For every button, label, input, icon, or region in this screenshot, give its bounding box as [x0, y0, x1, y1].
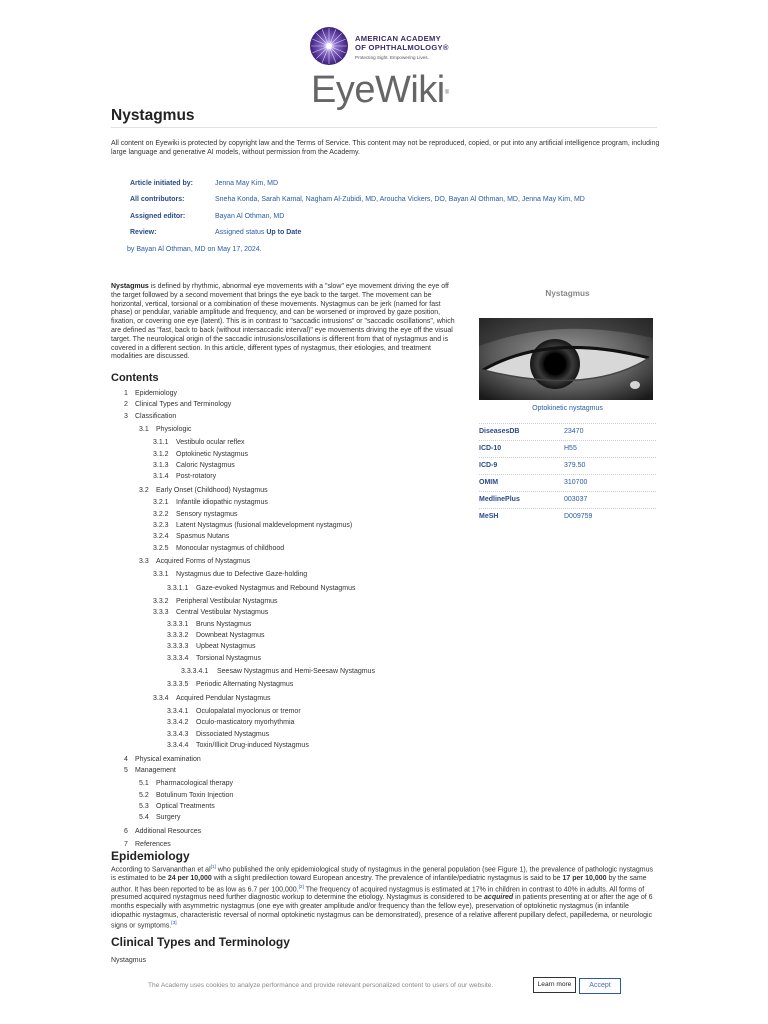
toc-item[interactable] [153, 462, 235, 469]
toc-label: Acquired Pendular Nystagmus [176, 694, 271, 702]
toc-label: Early Onset (Childhood) Nystagmus [156, 486, 268, 494]
toc-item[interactable] [167, 731, 269, 738]
toc-label: Additional Resources [135, 827, 202, 835]
toc-label: Upbeat Nystagmus [196, 643, 256, 651]
site-name: EyeWiki [311, 69, 445, 111]
toc-label: Physical examination [135, 755, 201, 763]
intro-term: Nystagmus [111, 283, 149, 290]
intro-text: is defined by rhythmic, abnormal eye movements with a "slow" eye movement driving the eye off the target followed by a second movement that brings the eye back to the target. The movement can be horizontal, vertical, torsional or a combination of these movements. Nystagmus can be jerk (named for fast phase) or pendular, variable amplitude and frequency, and can be worsened or improved by gaze position, fixation, or covering one eye (latent). This is in contrast to "saccadic intrusions" or "saccadic oscillations", which are defined as "fast, back to back (without intersaccadic interval)" eye movements driving the eye off the visual target. The neurological origin of the saccadic intrusions/oscillations is different from that of nystagmus and is covered in a different section. In this article, different types of nystagmus, their etiologies, and treatment modalities are discussed. [111, 283, 455, 361]
site-mark: ® [444, 90, 449, 96]
infobox-value[interactable]: D009759 [564, 513, 593, 520]
toc-label: Bruns Nystagmus [196, 620, 252, 628]
toc-number: 3.3.3.3 [167, 643, 189, 651]
toc-number: 3.2.4 [153, 533, 169, 541]
toc-item[interactable] [139, 780, 233, 787]
infobox-row [479, 491, 656, 509]
toc-item[interactable] [124, 401, 231, 408]
toc-label: Oculopalatal myoclonus or tremor [196, 708, 301, 716]
info-row-contributors [130, 196, 660, 206]
toc-item[interactable] [167, 655, 261, 662]
citation-link[interactable]: [2] [298, 884, 304, 890]
toc-label: Oculo-masticatory myorhythmia [196, 719, 295, 727]
aao-name-line1: AMERICAN ACADEMY [355, 34, 441, 43]
toc-label: Dissociated Nystagmus [196, 730, 270, 738]
review-label: Review: [130, 229, 157, 236]
toc-number: 3.3.3.1 [167, 620, 189, 628]
toc-label: Seesaw Nystagmus and Hemi-Seesaw Nystagmus [217, 668, 375, 676]
toc-item[interactable] [139, 487, 268, 494]
epi-bold: 17 per 10,000 [562, 874, 607, 882]
citation-link[interactable]: [3] [171, 921, 177, 927]
clinical-types-text: Nystagmus [111, 957, 147, 964]
toc-item[interactable] [124, 413, 176, 420]
toc-number: 3.2 [139, 486, 149, 494]
toc-number: 4 [124, 755, 128, 763]
toc-label: Sensory nystagmus [176, 510, 238, 518]
toc-label: Spasmus Nutans [176, 533, 230, 541]
toc-number: 3.2.3 [153, 521, 169, 529]
toc-label: Infantile idiopathic nystagmus [176, 499, 268, 507]
epi-text: by the same author. It has been reported to be as low as 6.7 per 100,000. [111, 874, 647, 893]
editor-link[interactable]: Bayan Al Othman, MD [215, 213, 285, 220]
intro-paragraph [111, 283, 460, 362]
toc-label: Latent Nystagmus (fusional maldevelopment nystagmus) [176, 521, 353, 529]
toc-item[interactable] [153, 499, 268, 506]
aao-name-line2: OF OPHTHALMOLOGY® [355, 43, 449, 52]
toc-item[interactable] [167, 585, 356, 592]
editor-label: Assigned editor: [130, 213, 186, 220]
toc-label: Torsional Nystagmus [196, 654, 261, 662]
toc-number: 5.1 [139, 780, 149, 788]
citation-link[interactable]: [1] [210, 865, 216, 870]
toc-number: 3.3.2 [153, 597, 169, 605]
toc-number: 3.3.4.4 [167, 742, 189, 750]
review-status-value: Up to Date [266, 229, 302, 236]
toc-number: 3.3.1 [153, 571, 169, 579]
toc-number: 3.2.5 [153, 544, 169, 552]
toc-number: 3.3.4.1 [167, 708, 189, 716]
aao-logo[interactable] [309, 26, 469, 66]
infobox-title: Nystagmus [545, 289, 590, 298]
toc-number: 3.3.3.2 [167, 632, 189, 639]
epi-bold: acquired [484, 894, 514, 902]
toc-number: 6 [124, 827, 128, 835]
toc-label: Epidemiology [135, 390, 178, 397]
toc-item[interactable] [167, 643, 256, 650]
toc-label: Central Vestibular Nystagmus [176, 609, 269, 617]
toc-label: Surgery [156, 814, 181, 822]
infobox-value[interactable]: 003037 [564, 496, 588, 503]
toc-label: Toxin/Illicit Drug-induced Nystagmus [196, 742, 309, 750]
infobox-key[interactable]: DiseasesDB [479, 428, 520, 435]
toc-item[interactable] [124, 828, 201, 835]
toc-item[interactable] [153, 451, 248, 458]
infobox-row [479, 457, 656, 475]
infobox-key[interactable]: ICD-9 [479, 462, 498, 469]
toc-label: Monocular nystagmus of childhood [176, 544, 285, 552]
toc-number: 5 [124, 766, 128, 774]
epi-bold: 24 per 10,000 [167, 874, 212, 882]
toc-label: Acquired Forms of Nystagmus [156, 557, 251, 565]
info-row-initiated [130, 180, 660, 190]
epidemiology-heading: Epidemiology [111, 849, 190, 863]
contributors-label: All contributors: [130, 196, 185, 203]
infobox-key[interactable]: ICD-10 [479, 445, 502, 452]
toc-item[interactable] [139, 426, 191, 433]
infobox-row [479, 440, 656, 458]
toc-item[interactable] [167, 719, 294, 726]
toc-number: 7 [124, 840, 128, 848]
toc-number: 3.2.1 [153, 499, 169, 507]
toc-label: Management [135, 766, 176, 774]
eye-image[interactable] [479, 318, 653, 400]
toc-label: Nystagmus due to Defective Gaze-holding [176, 571, 308, 579]
toc-number: 3.3.3.5 [167, 681, 189, 689]
toc-label: Vestibulo ocular reflex [176, 439, 245, 447]
toc-number: 5.4 [139, 814, 149, 822]
toc-label: Optical Treatments [156, 802, 215, 810]
initiated-author-link[interactable]: Jenna May Kim, MD [215, 180, 279, 187]
copyright-notice: All content on Eyewiki is protected by copyright law and the Terms of Service. This content may not be reproduced, copied, or put into any artificial intelligence program, including large language and generative AI models, without permission from the Academy. [111, 140, 660, 156]
accept-button[interactable]: Accept [579, 978, 621, 994]
contents-heading: Contents [111, 372, 159, 384]
toc-number: 3.3.3.4.1 [181, 668, 209, 676]
toc-number: 3.3.4.3 [167, 730, 189, 738]
toc-item[interactable] [167, 742, 309, 749]
infobox-row [479, 474, 656, 492]
infobox-value[interactable]: H55 [564, 445, 577, 452]
toc-number: 3.3.1.1 [167, 584, 189, 592]
review-status[interactable] [215, 229, 301, 236]
toc-item[interactable] [153, 511, 237, 518]
toc-label: Peripheral Vestibular Nystagmus [176, 597, 278, 605]
review-byline[interactable]: by Bayan Al Othman, MD on May 17, 2024. [127, 246, 262, 253]
aao-tagline: Protecting Sight. Empowering Lives. [355, 55, 429, 60]
infobox-value[interactable]: 310700 [564, 479, 588, 486]
infobox-caption[interactable]: Optokinetic nystagmus [532, 405, 603, 412]
toc-number: 3.3.4 [153, 694, 169, 702]
page-title: Nystagmus [111, 107, 195, 124]
cookie-text: The Academy uses cookies to analyze performance and provide relevant personalized content to users of our website. [148, 982, 494, 989]
toc-number: 3 [124, 412, 128, 420]
epi-text: who published the only epidemiological study of nystagmus in the general population (see Figure 1), the prevalence of pathologic nystagmus is estimated to be [111, 866, 653, 882]
toc-item[interactable] [139, 803, 215, 810]
toc-item[interactable] [153, 695, 271, 702]
toc-label: Physiologic [156, 426, 192, 434]
toc-label: References [135, 840, 171, 848]
toc-item[interactable] [181, 668, 375, 675]
initiated-label: Article initiated by: [130, 180, 194, 187]
toc-label: Periodic Alternating Nystagmus [196, 681, 294, 689]
infobox-row [479, 423, 656, 441]
toc-number: 3.3.4.2 [167, 719, 189, 727]
toc-item[interactable] [167, 632, 264, 639]
toc-number: 3.1.2 [153, 450, 169, 458]
toc-number: 3.1.4 [153, 473, 169, 481]
aao-name [355, 34, 449, 52]
infobox-row [479, 508, 656, 526]
toc-item[interactable] [139, 814, 181, 821]
aao-starburst-icon [309, 26, 349, 66]
toc-label: Botulinum Toxin Injection [156, 791, 234, 799]
toc-item[interactable] [153, 522, 352, 529]
info-row-review [130, 229, 660, 239]
epi-text: in patients presenting at or after the age of 6 months especially with asymmetric nystagmus (one eye with greater amplitude and/or frequency than the fellow eye), preservation of optokinetic nystagmus (in infantile idiopathic nystagmus, characteristic reversal of normal optokinetic nystagmus can be demonstrated), presence of a relative afferent pupillary defect, papilledema, or neurologic signs or symptoms. [111, 894, 653, 930]
toc-item[interactable] [167, 621, 251, 628]
epi-text: According to Sarvananthan et al [111, 866, 211, 874]
toc-number: 5.3 [139, 802, 149, 810]
toc-item[interactable] [153, 545, 284, 552]
toc-label: Caloric Nystagmus [176, 462, 235, 470]
review-prefix: Assigned status [215, 229, 267, 236]
clinical-types-heading: Clinical Types and Terminology [111, 935, 290, 949]
toc-number: 3.1.3 [153, 462, 169, 470]
infobox-key[interactable]: MedlinePlus [479, 496, 520, 503]
toc-item[interactable] [153, 598, 278, 605]
toc-item[interactable] [124, 390, 177, 397]
toc-number: 3.2.2 [153, 510, 169, 518]
toc-number: 3.3.3.4 [167, 654, 189, 662]
eyewiki-logo[interactable] [311, 70, 449, 110]
toc-number: 3.3.3 [153, 609, 169, 617]
infobox-value[interactable]: 379.50 [564, 462, 586, 469]
toc-item[interactable] [153, 439, 244, 446]
epi-text: with a slight predilection toward European ancestry. The prevalence of infantile/pediatric nystagmus is said to be [211, 874, 563, 882]
toc-item[interactable] [153, 473, 216, 480]
learn-more-button[interactable]: Learn more [533, 977, 576, 993]
info-row-editor [130, 213, 660, 223]
toc-number: 1 [124, 390, 128, 397]
toc-number: 2 [124, 401, 128, 409]
infobox-key[interactable]: OMIM [479, 479, 499, 486]
toc-item[interactable] [124, 841, 171, 848]
toc-item[interactable] [167, 681, 293, 688]
toc-item[interactable] [124, 756, 201, 763]
toc-item[interactable] [139, 792, 233, 799]
epidemiology-paragraph [111, 864, 656, 931]
toc-label: Post-rotatory [176, 473, 217, 481]
infobox-key[interactable]: MeSH [479, 513, 499, 520]
toc-label: Classification [135, 412, 177, 420]
eye-photo [479, 318, 653, 400]
toc-label: Optokinetic Nystagmus [176, 450, 248, 458]
toc-number: 3.1 [139, 426, 149, 434]
toc-label: Downbeat Nystagmus [196, 632, 265, 639]
toc-item[interactable] [153, 571, 307, 578]
toc-number: 3.3 [139, 557, 149, 565]
epi-text: The frequency of acquired nystagmus is estimated at 17% in children in contrast to 40% in adults. All forms of presumed acquired nystagmus need further diagnostic workup to determine the etiology. Nystagmus is considered to be [111, 885, 645, 902]
toc-number: 3.1.1 [153, 439, 169, 447]
toc-item[interactable] [153, 609, 268, 616]
infobox-value[interactable]: 23470 [564, 428, 584, 435]
site-header [0, 22, 768, 112]
toc-label: Pharmacological therapy [156, 780, 234, 788]
toc-item[interactable] [124, 767, 176, 774]
toc-item[interactable] [153, 533, 229, 540]
cookie-banner [0, 976, 768, 998]
toc-item[interactable] [167, 708, 301, 715]
toc-item[interactable] [139, 558, 250, 565]
contributors-links[interactable]: Sneha Konda, Sarah Kamal, Nagham Al-Zubidi, MD, Aroucha Vickers, DO, Bayan Al Othman, MD, Jenna May Kim, MD [215, 196, 585, 203]
title-divider [111, 127, 657, 128]
toc-label: Gaze-evoked Nystagmus and Rebound Nystagmus [196, 584, 356, 592]
toc-label: Clinical Types and Terminology [135, 401, 232, 409]
toc-number: 5.2 [139, 791, 149, 799]
